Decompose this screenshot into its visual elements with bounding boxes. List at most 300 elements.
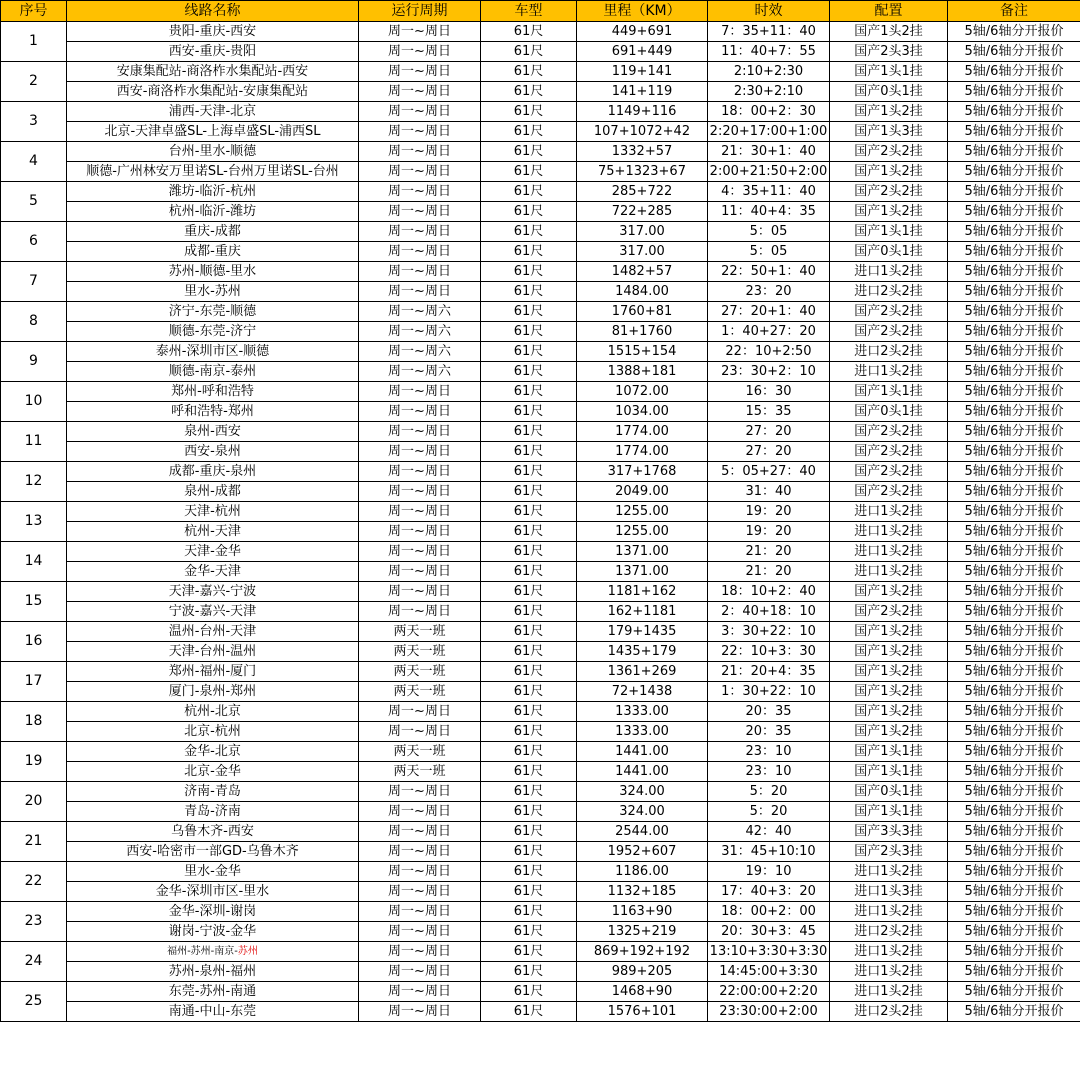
cell-route: 金华-北京 <box>67 742 359 762</box>
cell-time: 23：10 <box>708 742 830 762</box>
cell-time: 31：45+10:10 <box>708 842 830 862</box>
cell-period: 两天一班 <box>359 762 481 782</box>
cell-model: 61尺 <box>481 802 577 822</box>
cell-route: 泰州-深圳市区-顺德 <box>67 342 359 362</box>
cell-period: 周一~周日 <box>359 82 481 102</box>
cell-period: 周一~周日 <box>359 862 481 882</box>
cell-route: 天津-杭州 <box>67 502 359 522</box>
cell-note: 5轴/6轴分开报价 <box>948 362 1080 382</box>
cell-period: 周一~周日 <box>359 982 481 1002</box>
table-row <box>1 822 1080 842</box>
cell-note: 5轴/6轴分开报价 <box>948 342 1080 362</box>
cell-time: 23：30+2：10 <box>708 362 830 382</box>
table-row <box>1 422 1080 442</box>
cell-time: 21：20 <box>708 542 830 562</box>
cell-time: 2:00+21:50+2:00 <box>708 162 830 182</box>
cell-config: 国产0头1挂 <box>830 82 948 102</box>
cell-config: 国产1头2挂 <box>830 622 948 642</box>
table-row <box>1 602 1080 622</box>
row-number: 6 <box>1 222 67 262</box>
cell-config: 进口2头2挂 <box>830 1002 948 1022</box>
cell-route: 苏州-顺德-里水 <box>67 262 359 282</box>
cell-route: 天津-金华 <box>67 542 359 562</box>
table-row <box>1 962 1080 982</box>
cell-route: 顺德-广州林安万里诺SL-台州万里诺SL-台州 <box>67 162 359 182</box>
cell-note: 5轴/6轴分开报价 <box>948 122 1080 142</box>
row-number: 10 <box>1 382 67 422</box>
cell-config: 进口2头2挂 <box>830 282 948 302</box>
row-number: 17 <box>1 662 67 702</box>
cell-period: 周一~周日 <box>359 222 481 242</box>
cell-distance: 1441.00 <box>577 742 708 762</box>
cell-period: 周一~周日 <box>359 42 481 62</box>
cell-model: 61尺 <box>481 582 577 602</box>
cell-model: 61尺 <box>481 362 577 382</box>
header-distance: 里程（KM） <box>577 1 708 22</box>
cell-route: 杭州-临沂-潍坊 <box>67 202 359 222</box>
cell-model: 61尺 <box>481 162 577 182</box>
route-highlight: 苏州 <box>237 946 258 957</box>
cell-period: 周一~周日 <box>359 262 481 282</box>
cell-note: 5轴/6轴分开报价 <box>948 662 1080 682</box>
cell-model: 61尺 <box>481 842 577 862</box>
cell-distance: 1163+90 <box>577 902 708 922</box>
cell-period: 两天一班 <box>359 682 481 702</box>
cell-period: 周一~周日 <box>359 202 481 222</box>
cell-distance: 1435+179 <box>577 642 708 662</box>
row-number: 2 <box>1 62 67 102</box>
cell-time: 17：40+3：20 <box>708 882 830 902</box>
cell-distance: 1576+101 <box>577 1002 708 1022</box>
cell-note: 5轴/6轴分开报价 <box>948 62 1080 82</box>
cell-config: 进口1头2挂 <box>830 542 948 562</box>
row-number: 4 <box>1 142 67 182</box>
cell-period: 周一~周日 <box>359 882 481 902</box>
table-row <box>1 402 1080 422</box>
cell-distance: 1332+57 <box>577 142 708 162</box>
cell-period: 周一~周日 <box>359 502 481 522</box>
cell-time: 42：40 <box>708 822 830 842</box>
row-number: 25 <box>1 982 67 1022</box>
cell-config: 国产0头1挂 <box>830 402 948 422</box>
table-row <box>1 322 1080 342</box>
cell-model: 61尺 <box>481 922 577 942</box>
cell-config: 进口2头2挂 <box>830 342 948 362</box>
cell-time: 3：30+22：10 <box>708 622 830 642</box>
cell-model: 61尺 <box>481 762 577 782</box>
cell-note: 5轴/6轴分开报价 <box>948 182 1080 202</box>
cell-config: 进口1头2挂 <box>830 562 948 582</box>
cell-config: 国产2头2挂 <box>830 422 948 442</box>
cell-config: 进口1头2挂 <box>830 962 948 982</box>
cell-period: 周一~周日 <box>359 542 481 562</box>
cell-note: 5轴/6轴分开报价 <box>948 462 1080 482</box>
cell-route: 谢岗-宁波-金华 <box>67 922 359 942</box>
table-row <box>1 662 1080 682</box>
cell-period: 周一~周日 <box>359 182 481 202</box>
cell-route: 北京-天津卓盛SL-上海卓盛SL-浦西SL <box>67 122 359 142</box>
cell-distance: 1774.00 <box>577 422 708 442</box>
cell-note: 5轴/6轴分开报价 <box>948 702 1080 722</box>
cell-period: 周一~周日 <box>359 382 481 402</box>
cell-model: 61尺 <box>481 402 577 422</box>
header-row <box>1 1 1080 22</box>
table-row <box>1 342 1080 362</box>
cell-time: 5：20 <box>708 802 830 822</box>
cell-model: 61尺 <box>481 522 577 542</box>
cell-period: 周一~周六 <box>359 362 481 382</box>
cell-period: 周一~周日 <box>359 722 481 742</box>
cell-config: 国产1头2挂 <box>830 202 948 222</box>
cell-note: 5轴/6轴分开报价 <box>948 602 1080 622</box>
table-row <box>1 202 1080 222</box>
row-number: 16 <box>1 622 67 662</box>
cell-note: 5轴/6轴分开报价 <box>948 562 1080 582</box>
cell-route: 青岛-济南 <box>67 802 359 822</box>
cell-config: 进口1头2挂 <box>830 262 948 282</box>
cell-time: 21：30+1：40 <box>708 142 830 162</box>
cell-note: 5轴/6轴分开报价 <box>948 422 1080 442</box>
cell-model: 61尺 <box>481 622 577 642</box>
cell-period: 周一~周日 <box>359 1002 481 1022</box>
cell-period: 周一~周日 <box>359 582 481 602</box>
cell-route: 杭州-北京 <box>67 702 359 722</box>
cell-note: 5轴/6轴分开报价 <box>948 22 1080 42</box>
cell-note: 5轴/6轴分开报价 <box>948 542 1080 562</box>
cell-distance: 1482+57 <box>577 262 708 282</box>
cell-time: 11：40+7：55 <box>708 42 830 62</box>
cell-period: 周一~周日 <box>359 162 481 182</box>
cell-route: 西安-哈密市一部GD-乌鲁木齐 <box>67 842 359 862</box>
row-number: 11 <box>1 422 67 462</box>
cell-distance: 1388+181 <box>577 362 708 382</box>
cell-config: 国产1头2挂 <box>830 642 948 662</box>
cell-route: 南通-中山-东莞 <box>67 1002 359 1022</box>
table-row <box>1 42 1080 62</box>
cell-note: 5轴/6轴分开报价 <box>948 802 1080 822</box>
table-row <box>1 642 1080 662</box>
cell-distance: 162+1181 <box>577 602 708 622</box>
cell-distance: 2544.00 <box>577 822 708 842</box>
row-number: 20 <box>1 782 67 822</box>
cell-model: 61尺 <box>481 482 577 502</box>
cell-model: 61尺 <box>481 202 577 222</box>
cell-distance: 1072.00 <box>577 382 708 402</box>
cell-time: 22：50+1：40 <box>708 262 830 282</box>
cell-model: 61尺 <box>481 342 577 362</box>
cell-time: 23：10 <box>708 762 830 782</box>
cell-route: 台州-里水-顺德 <box>67 142 359 162</box>
cell-time: 23:30:00+2:00 <box>708 1002 830 1022</box>
table-row <box>1 762 1080 782</box>
cell-note: 5轴/6轴分开报价 <box>948 722 1080 742</box>
table-row <box>1 102 1080 122</box>
cell-distance: 1255.00 <box>577 502 708 522</box>
cell-model: 61尺 <box>481 62 577 82</box>
header-no: 序号 <box>1 1 67 22</box>
cell-period: 周一~周日 <box>359 942 481 962</box>
cell-config: 国产1头1挂 <box>830 762 948 782</box>
cell-distance: 141+119 <box>577 82 708 102</box>
cell-time: 18：10+2：40 <box>708 582 830 602</box>
cell-time: 19：20 <box>708 502 830 522</box>
cell-time: 11：40+4：35 <box>708 202 830 222</box>
cell-period: 周一~周日 <box>359 822 481 842</box>
cell-model: 61尺 <box>481 682 577 702</box>
table-row <box>1 182 1080 202</box>
header-model: 车型 <box>481 1 577 22</box>
cell-period: 两天一班 <box>359 642 481 662</box>
cell-route: 金华-天津 <box>67 562 359 582</box>
cell-note: 5轴/6轴分开报价 <box>948 682 1080 702</box>
cell-distance: 1515+154 <box>577 342 708 362</box>
cell-model: 61尺 <box>481 562 577 582</box>
cell-config: 国产1头2挂 <box>830 102 948 122</box>
table-row <box>1 482 1080 502</box>
cell-route: 里水-苏州 <box>67 282 359 302</box>
cell-period: 周一~周日 <box>359 142 481 162</box>
cell-period: 周一~周日 <box>359 522 481 542</box>
cell-route: 金华-深圳-谢岗 <box>67 902 359 922</box>
table-row <box>1 82 1080 102</box>
cell-config: 进口1头2挂 <box>830 942 948 962</box>
table-row <box>1 562 1080 582</box>
cell-period: 周一~周日 <box>359 422 481 442</box>
cell-time: 23：20 <box>708 282 830 302</box>
cell-note: 5轴/6轴分开报价 <box>948 282 1080 302</box>
cell-model: 61尺 <box>481 222 577 242</box>
row-number: 19 <box>1 742 67 782</box>
cell-config: 国产1头2挂 <box>830 162 948 182</box>
cell-distance: 1149+116 <box>577 102 708 122</box>
cell-model: 61尺 <box>481 422 577 442</box>
table-row <box>1 542 1080 562</box>
cell-note: 5轴/6轴分开报价 <box>948 482 1080 502</box>
cell-config: 国产2头2挂 <box>830 142 948 162</box>
cell-distance: 449+691 <box>577 22 708 42</box>
cell-model: 61尺 <box>481 102 577 122</box>
cell-model: 61尺 <box>481 82 577 102</box>
row-number: 8 <box>1 302 67 342</box>
cell-time: 14:45:00+3:30 <box>708 962 830 982</box>
cell-route: 杭州-天津 <box>67 522 359 542</box>
cell-distance: 1760+81 <box>577 302 708 322</box>
cell-note: 5轴/6轴分开报价 <box>948 922 1080 942</box>
cell-model: 61尺 <box>481 602 577 622</box>
cell-route: 厦门-泉州-郑州 <box>67 682 359 702</box>
cell-note: 5轴/6轴分开报价 <box>948 162 1080 182</box>
cell-route: 北京-杭州 <box>67 722 359 742</box>
row-number: 21 <box>1 822 67 862</box>
cell-distance: 179+1435 <box>577 622 708 642</box>
table-row <box>1 722 1080 742</box>
cell-note: 5轴/6轴分开报价 <box>948 382 1080 402</box>
cell-distance: 1952+607 <box>577 842 708 862</box>
cell-period: 周一~周日 <box>359 242 481 262</box>
cell-note: 5轴/6轴分开报价 <box>948 622 1080 642</box>
table-row <box>1 862 1080 882</box>
cell-note: 5轴/6轴分开报价 <box>948 82 1080 102</box>
cell-time: 4：35+11：40 <box>708 182 830 202</box>
table-row <box>1 62 1080 82</box>
row-number: 13 <box>1 502 67 542</box>
cell-route: 重庆-成都 <box>67 222 359 242</box>
cell-period: 周一~周日 <box>359 902 481 922</box>
cell-note: 5轴/6轴分开报价 <box>948 202 1080 222</box>
cell-note: 5轴/6轴分开报价 <box>948 902 1080 922</box>
table-row <box>1 22 1080 42</box>
cell-period: 周一~周日 <box>359 962 481 982</box>
cell-config: 进口1头2挂 <box>830 502 948 522</box>
row-number: 18 <box>1 702 67 742</box>
cell-model: 61尺 <box>481 862 577 882</box>
cell-distance: 1186.00 <box>577 862 708 882</box>
cell-model: 61尺 <box>481 182 577 202</box>
cell-period: 周一~周日 <box>359 482 481 502</box>
cell-period: 两天一班 <box>359 622 481 642</box>
cell-period: 周一~周日 <box>359 602 481 622</box>
row-number: 3 <box>1 102 67 142</box>
cell-note: 5轴/6轴分开报价 <box>948 102 1080 122</box>
cell-note: 5轴/6轴分开报价 <box>948 522 1080 542</box>
row-number: 22 <box>1 862 67 902</box>
cell-config: 进口1头2挂 <box>830 362 948 382</box>
cell-time: 20：35 <box>708 702 830 722</box>
cell-period: 周一~周日 <box>359 802 481 822</box>
cell-route: 西安-泉州 <box>67 442 359 462</box>
cell-model: 61尺 <box>481 442 577 462</box>
header-route: 线路名称 <box>67 1 359 22</box>
table-row <box>1 882 1080 902</box>
cell-distance: 1132+185 <box>577 882 708 902</box>
cell-time: 2:30+2:10 <box>708 82 830 102</box>
cell-config: 国产1头1挂 <box>830 222 948 242</box>
cell-period: 两天一班 <box>359 662 481 682</box>
cell-model: 61尺 <box>481 722 577 742</box>
cell-distance: 317.00 <box>577 242 708 262</box>
table-row <box>1 842 1080 862</box>
cell-route: 天津-嘉兴-宁波 <box>67 582 359 602</box>
cell-time: 5：05 <box>708 222 830 242</box>
cell-model: 61尺 <box>481 942 577 962</box>
cell-note: 5轴/6轴分开报价 <box>948 402 1080 422</box>
cell-config: 国产1头2挂 <box>830 662 948 682</box>
cell-route: 苏州-泉州-福州 <box>67 962 359 982</box>
table-row <box>1 522 1080 542</box>
cell-route: 北京-金华 <box>67 762 359 782</box>
row-number: 23 <box>1 902 67 942</box>
cell-config: 国产1头3挂 <box>830 122 948 142</box>
cell-route: 天津-台州-温州 <box>67 642 359 662</box>
cell-distance: 107+1072+42 <box>577 122 708 142</box>
cell-config: 进口1头2挂 <box>830 902 948 922</box>
cell-config: 国产1头1挂 <box>830 62 948 82</box>
cell-config: 国产1头1挂 <box>830 802 948 822</box>
cell-distance: 1774.00 <box>577 442 708 462</box>
table-row <box>1 1002 1080 1022</box>
cell-time: 20：30+3：45 <box>708 922 830 942</box>
cell-route: 乌鲁木齐-西安 <box>67 822 359 842</box>
cell-config: 国产2头2挂 <box>830 482 948 502</box>
table-row <box>1 902 1080 922</box>
cell-config: 国产1头2挂 <box>830 682 948 702</box>
table-row <box>1 682 1080 702</box>
cell-config: 国产1头2挂 <box>830 702 948 722</box>
cell-route: 成都-重庆-泉州 <box>67 462 359 482</box>
table-row <box>1 302 1080 322</box>
table-row <box>1 922 1080 942</box>
cell-period: 周一~周日 <box>359 402 481 422</box>
cell-period: 周一~周日 <box>359 842 481 862</box>
cell-config: 进口1头3挂 <box>830 882 948 902</box>
table-row <box>1 162 1080 182</box>
cell-distance: 81+1760 <box>577 322 708 342</box>
table-row <box>1 622 1080 642</box>
cell-config: 国产2头2挂 <box>830 442 948 462</box>
cell-config: 国产2头2挂 <box>830 462 948 482</box>
cell-distance: 1255.00 <box>577 522 708 542</box>
cell-config: 进口1头2挂 <box>830 522 948 542</box>
cell-note: 5轴/6轴分开报价 <box>948 302 1080 322</box>
cell-model: 61尺 <box>481 642 577 662</box>
cell-config: 国产1头1挂 <box>830 742 948 762</box>
cell-time: 2:20+17:00+1:00 <box>708 122 830 142</box>
cell-distance: 285+722 <box>577 182 708 202</box>
cell-time: 27：20 <box>708 422 830 442</box>
cell-time: 20：35 <box>708 722 830 742</box>
cell-note: 5轴/6轴分开报价 <box>948 862 1080 882</box>
cell-time: 1：30+22：10 <box>708 682 830 702</box>
cell-period: 周一~周日 <box>359 462 481 482</box>
cell-time: 18：00+2：30 <box>708 102 830 122</box>
cell-model: 61尺 <box>481 542 577 562</box>
cell-route: 贵阳-重庆-西安 <box>67 22 359 42</box>
cell-config: 国产1头2挂 <box>830 722 948 742</box>
cell-distance: 1371.00 <box>577 542 708 562</box>
cell-time: 2：40+18：10 <box>708 602 830 622</box>
cell-note: 5轴/6轴分开报价 <box>948 322 1080 342</box>
cell-distance: 691+449 <box>577 42 708 62</box>
table-row <box>1 802 1080 822</box>
cell-route: 安康集配站-商洛柞水集配站-西安 <box>67 62 359 82</box>
table-row <box>1 222 1080 242</box>
cell-time: 5：05+27：40 <box>708 462 830 482</box>
cell-model: 61尺 <box>481 662 577 682</box>
cell-model: 61尺 <box>481 462 577 482</box>
cell-model: 61尺 <box>481 982 577 1002</box>
cell-model: 61尺 <box>481 42 577 62</box>
cell-config: 国产1头2挂 <box>830 582 948 602</box>
row-number: 24 <box>1 942 67 982</box>
cell-config: 进口2头2挂 <box>830 922 948 942</box>
cell-time: 21：20+4：35 <box>708 662 830 682</box>
cell-distance: 1468+90 <box>577 982 708 1002</box>
header-config: 配置 <box>830 1 948 22</box>
cell-note: 5轴/6轴分开报价 <box>948 642 1080 662</box>
table-row <box>1 282 1080 302</box>
cell-route: 顺德-南京-泰州 <box>67 362 359 382</box>
table-row <box>1 502 1080 522</box>
cell-time: 19：20 <box>708 522 830 542</box>
cell-model: 61尺 <box>481 122 577 142</box>
cell-route: 呼和浩特-郑州 <box>67 402 359 422</box>
cell-route: 宁波-嘉兴-天津 <box>67 602 359 622</box>
cell-model: 61尺 <box>481 702 577 722</box>
cell-route: 郑州-福州-厦门 <box>67 662 359 682</box>
cell-time: 15：35 <box>708 402 830 422</box>
cell-model: 61尺 <box>481 882 577 902</box>
cell-note: 5轴/6轴分开报价 <box>948 822 1080 842</box>
